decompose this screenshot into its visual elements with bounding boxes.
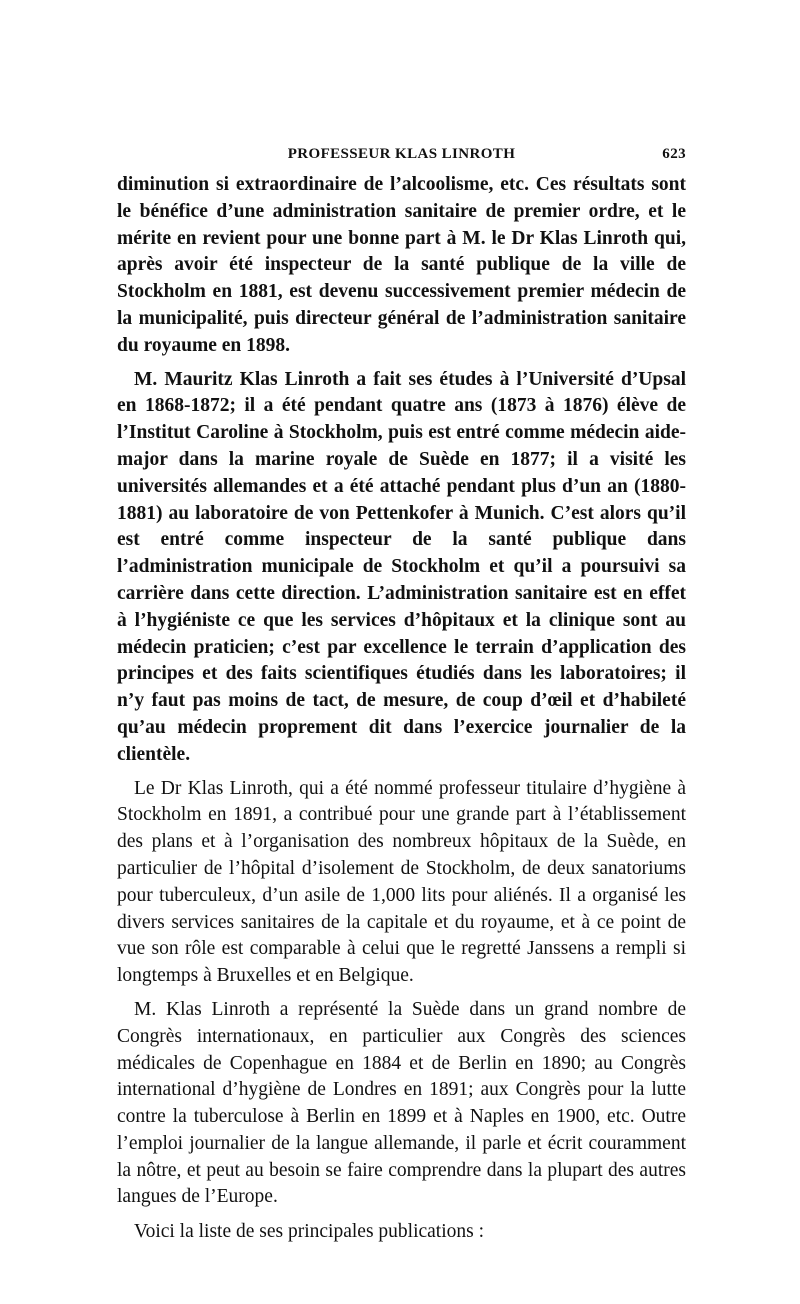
body-text [117, 172, 686, 1253]
paragraph-continuation: diminution si extraordinaire de l’alcoolisme, etc. Ces résultats sont le bénéfice d’une administration sanitaire de premier ordre, et le mérite en revient pour une bonne part à M. le Dr Klas Linroth qui, après avoir été inspecteur de la santé publique de la ville de Stockholm en 1881, est devenu successivement premier médecin de la municipalité, puis directeur général de l’administration sanitaire du royaume en 1898. [117, 174, 686, 356]
page-number: 623 [662, 146, 686, 162]
running-title: PROFESSEUR KLAS LINROTH [287, 146, 516, 162]
paragraph-publications-intro: Voici la liste de ses principales publications : [134, 1221, 485, 1243]
paragraph-congresses: M. Klas Linroth a représenté la Suède dans un grand nombre de Congrès internationaux, en particulier aux Congrès des sciences médicales de Copenhague en 1884 et de Berlin en 1890; au Congrès international d’hygiène de Londres en 1891; aux Congrès pour la lutte contre la tuberculose à Berlin en 1899 et à Naples en 1900, etc. Outre l’emploi journalier de la langue allemande, il parle et écrit couramment la nôtre, et peut au besoin se faire comprendre dans la plupart des autres langues de l’Europe. [117, 998, 686, 1208]
paragraph-education: M. Mauritz Klas Linroth a fait ses études à l’Université d’Upsal en 1868-1872; il a été pendant quatre ans (1873 à 1876) élève de l’Institut Caroline à Stockholm, puis est entré comme médecin aide-major dans la marine royale de Suède en 1877; il a visité les universités allemandes et a été attaché pendant plus d’un an (1880-1881) au laboratoire de von Pettenkofer à Munich. C’est alors qu’il est entré comme inspecteur de la santé publique dans l’administration municipale de Stockholm et qu’il a poursuivi sa carrière dans cette direction. L’administration sanitaire est en effet à l’hygiéniste ce que les services d’hôpitaux et la clinique sont au médecin praticien; c’est par excellence le terrain d’application des principes et des faits scientifiques étudiés dans les laboratoires; il n’y faut pas moins de tact, de mesure, de coup d’œil et d’habileté qu’au médecin proprement dit dans l’exercice journalier de la clientèle. [117, 368, 686, 765]
paragraph-professorship: Le Dr Klas Linroth, qui a été nommé professeur titulaire d’hygiène à Stockholm en 1891, a contribué pour une grande part à l’établissement des plans et à l’organisation des nombreux hôpitaux de la Suède, en particulier de l’hôpital d’isolement de Stockholm, de deux sanatoriums pour tuberculeux, d’un asile de 1,000 lits pour aliénés. Il a organisé les divers services sanitaires de la capitale et du royaume, et à ce point de vue son rôle est comparable à celui que le regretté Janssens a rempli si longtemps à Bruxelles et en Belgique. [117, 777, 686, 987]
running-head [117, 146, 686, 168]
